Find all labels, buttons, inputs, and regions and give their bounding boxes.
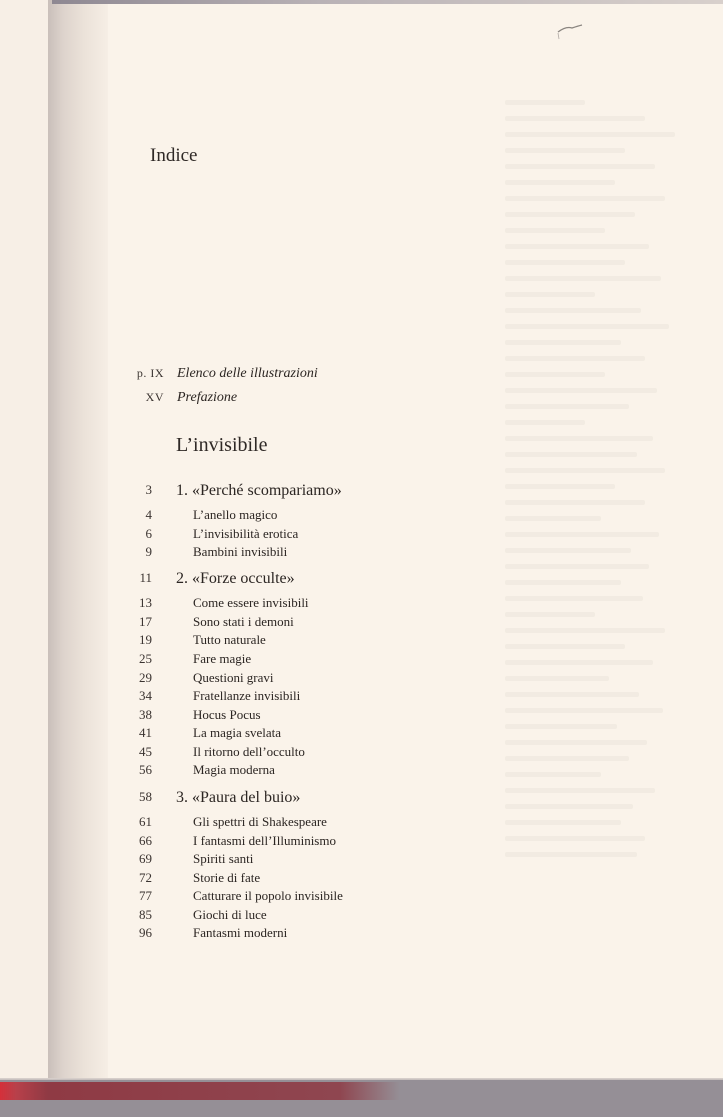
- section-title: Fare magie: [193, 651, 252, 666]
- page-number: 6: [145, 526, 152, 541]
- page-number: 17: [139, 614, 152, 629]
- section-title: Fratellanze invisibili: [193, 688, 301, 703]
- page-number: 45: [139, 744, 152, 759]
- chapter-title: 3. «Paura del buio»: [176, 789, 301, 806]
- book-cover-edge: [0, 1082, 400, 1100]
- section-title: Bambini invisibili: [193, 544, 288, 559]
- page-number: 4: [145, 507, 152, 522]
- entry-label: Prefazione: [177, 390, 238, 405]
- section-title: Fantasmi moderni: [193, 925, 288, 940]
- page-number: 61: [139, 814, 152, 829]
- facing-page-edge: [0, 0, 52, 1080]
- page-number: 29: [139, 670, 152, 685]
- section-title: Il ritorno dell’occulto: [193, 744, 305, 759]
- page-number: 85: [139, 907, 152, 922]
- section-title: Sono stati i demoni: [193, 614, 294, 629]
- page-number: XV: [145, 390, 164, 404]
- section-title: Questioni gravi: [193, 670, 274, 685]
- section-title: Storie di fate: [193, 870, 261, 885]
- page-number: 9: [145, 544, 152, 559]
- page-number: 56: [139, 762, 152, 777]
- part-title: L’invisibile: [176, 434, 268, 456]
- page-number: 96: [139, 925, 152, 940]
- pen-mark-icon: [556, 22, 586, 42]
- section-title: Giochi di luce: [193, 907, 267, 922]
- toc-frontmatter-row: [100, 366, 318, 382]
- page-number: 19: [139, 632, 152, 647]
- page-top-edge: [52, 0, 723, 4]
- page-number: 77: [139, 888, 152, 903]
- page-number: 25: [139, 651, 152, 666]
- page-title: Indice: [150, 145, 198, 166]
- page-number: 13: [139, 595, 152, 610]
- page-number: 58: [139, 789, 152, 804]
- section-title: Tutto naturale: [193, 632, 266, 647]
- section-title: Hocus Pocus: [193, 707, 261, 722]
- section-title: L’anello magico: [193, 507, 278, 522]
- section-title: Spiriti santi: [193, 851, 254, 866]
- section-title: Catturare il popolo invisibile: [193, 888, 343, 903]
- section-title: I fantasmi dell’Illuminismo: [193, 833, 336, 848]
- show-through-text: [505, 100, 705, 920]
- section-title: Come essere invisibili: [193, 595, 309, 610]
- page-number: 3: [145, 482, 152, 497]
- page-number: p. IX: [136, 366, 164, 380]
- page-number: 69: [139, 851, 152, 866]
- toc-frontmatter-row: [100, 390, 237, 406]
- section-title: L’invisibilità erotica: [193, 526, 299, 541]
- section-title: Magia moderna: [193, 762, 275, 777]
- page-number: 66: [139, 833, 152, 848]
- page-number: 38: [139, 707, 152, 722]
- page-number: 41: [139, 725, 152, 740]
- page-number: 72: [139, 870, 152, 885]
- chapter-title: 2. «Forze occulte»: [176, 570, 295, 587]
- page-number: 34: [139, 688, 152, 703]
- page-number: 11: [139, 570, 152, 585]
- book-gutter-shadow: [48, 0, 108, 1080]
- section-title: La magia svelata: [193, 725, 282, 740]
- chapter-title: 1. «Perché scompariamo»: [176, 482, 342, 499]
- entry-label: Elenco delle illustrazioni: [177, 366, 318, 381]
- section-title: Gli spettri di Shakespeare: [193, 814, 327, 829]
